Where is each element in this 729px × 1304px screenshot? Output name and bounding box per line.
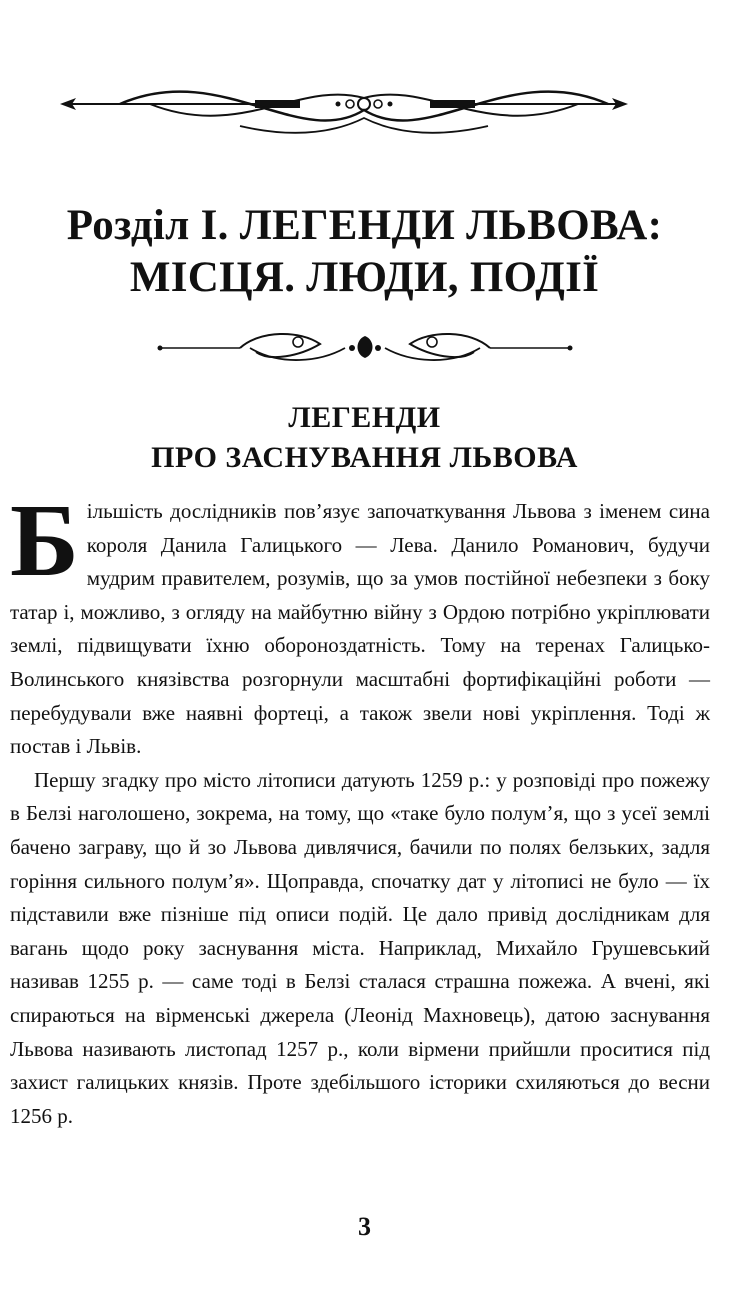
chapter-title-line2: МІСЦЯ. ЛЮДИ, ПОДІЇ — [129, 254, 600, 301]
section-title-line1: ЛЕГЕНДИ — [288, 401, 441, 434]
body-text — [10, 483, 710, 1133]
section-title-line2: ПРО ЗАСНУВАННЯ ЛЬВОВА — [151, 441, 578, 474]
drop-cap: Б — [10, 483, 79, 598]
paragraph-1 — [10, 483, 710, 764]
paragraph-1-text: ільшість дослідників пов’язує започаткування Львова з іменем сина короля Данила Галицького — Лева. Данило Романович, будучи мудрим правителем, розумів, що за умов постійної небезпеки з боку татар і, можливо, з огляду на майбутню війну з Ордою потрібно укріплювати землі, підвищувати їхню обороноздатність. Тому на теренах Галицько-Волинського князівства розгорнули масштабні фортифікаційні роботи — перебудували вже наявні фортеці, а також звели нові укріплення. Тоді ж постав і Львів. — [10, 499, 710, 759]
top-ornament — [0, 70, 729, 150]
page-number: 3 — [358, 1212, 371, 1241]
chapter-title-line1: Розділ І. ЛЕГЕНДИ ЛЬВОВА: — [66, 202, 663, 249]
paragraph-2: Першу згадку про місто літописи датують 1259 р.: у розповіді про пожежу в Белзі наголошено, зокрема, на тому, що «таке було полум’я, що з усеї землі бачено заграву, що й зо Львова дивлячися, бачили по полях белзьких, задля горіння сильного полум’я». Щоправда, спочатку дат у літописі не було — їх підставили вже пізніше під описи подій. Це дало привід дослідникам для вагань щодо року заснування міста. Наприклад, Михайло Грушевський називав 1255 р. — саме тоді в Белзі сталася страшна пожежа. А вчені, які спираються на вірменські джерела (Леонід Махновець), датою заснування Львова називають листопад 1257 р., коли вірмени прийшли проситися під захист галицьких князів. Проте здебільшого історики схиляються до весни 1256 р. — [10, 767, 710, 1128]
middle-ornament — [0, 326, 729, 372]
chapter-title — [20, 200, 709, 304]
section-title — [20, 398, 709, 478]
